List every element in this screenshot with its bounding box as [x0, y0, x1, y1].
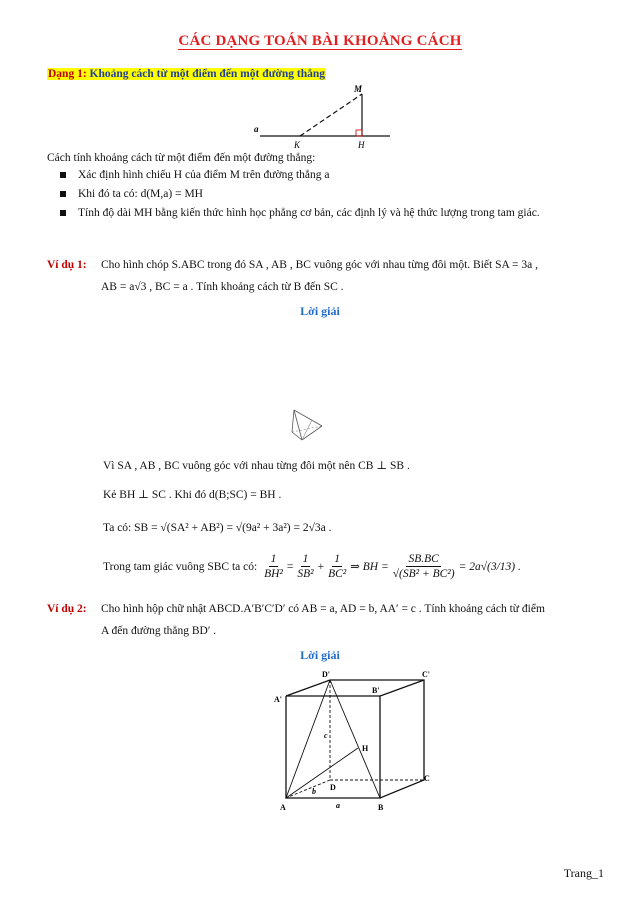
step-item: Khi đó ta có: d(M,a) = MH [58, 187, 598, 201]
section-label: Dạng 1: [48, 68, 87, 80]
svg-text:B': B' [372, 686, 380, 695]
example-1 [47, 254, 607, 298]
right-angle-mark [356, 130, 362, 136]
svg-text:D': D' [322, 670, 330, 679]
example-2-line1: Cho hình hộp chữ nhật ABCD.A′B′C′D′ có AB = a, AD = b, AA′ = c . Tính khoảng cách từ điểm [101, 603, 545, 615]
point-line-figure [250, 82, 390, 152]
svg-text:c: c [324, 731, 328, 740]
box-figure [268, 668, 448, 820]
svg-text:B: B [378, 803, 384, 812]
solution-1-line3: Ta có: SB = √(SA² + AB²) = √(9a² + 3a²) = 2√3a . [103, 522, 332, 534]
section-heading [47, 68, 326, 80]
step-item: Tính độ dài MH bằng kiến thức hình học phẳng cơ bản, các định lý và hệ thức lượng trong tam giác. [58, 206, 598, 220]
svg-text:b: b [312, 787, 316, 796]
bullet-square-icon [60, 172, 66, 178]
solution-title-2: Lời giải [300, 648, 340, 662]
step-item: Xác định hình chiếu H của điểm M trên đường thẳng a [58, 168, 598, 182]
example-2 [47, 598, 607, 642]
segment-mk [300, 94, 362, 136]
svg-text:D: D [330, 783, 336, 792]
solution-1-line1: Vì SA , AB , BC vuông góc với nhau từng đôi một nên CB ⊥ SB . [103, 460, 410, 472]
example-1-line2: AB = a√3 , BC = a . Tính khoảng cách từ B đến SC . [101, 281, 344, 293]
method-steps [58, 168, 598, 225]
page-footer: Trang_1 [563, 866, 604, 880]
solution-1-line2: Kẻ BH ⊥ SC . Khi đó d(B;SC) = BH . [103, 489, 282, 501]
page-title: CÁC DẠNG TOÁN BÀI KHOẢNG CÁCH [178, 33, 462, 49]
svg-text:C: C [424, 774, 430, 783]
solution-title-1: Lời giải [300, 304, 340, 318]
label-k: K [294, 140, 301, 150]
bullet-square-icon [60, 210, 66, 216]
svg-text:C': C' [422, 670, 430, 679]
label-h: H [358, 140, 365, 150]
example-2-line2: A đến đường thẳng BD′ . [101, 625, 217, 637]
svg-text:a: a [336, 801, 340, 810]
section-text: Khoảng cách từ một điểm đến một đường thẳng [89, 68, 326, 80]
label-m: M [354, 84, 363, 94]
svg-text:A': A' [274, 695, 282, 704]
example-1-line1: Cho hình chóp S.ABC trong đó SA , AB , BC vuông góc với nhau từng đôi một. Biết SA = 3a , [101, 259, 538, 271]
example-2-label: Ví dụ 2: [47, 603, 87, 615]
method-intro: Cách tính khoảng cách từ một điểm đến một đường thẳng: [47, 152, 316, 164]
solution-1-line4: Trong tam giác vuông SBC ta có: $\frac{1}{\text{BH²}}$ = $\frac{1}{\text{SB²}}$ + $\frac{1}{\text{BC²}}$ ⇒ BH = $\frac{SB.BC}{\text{√(SB² + BC²)}}$ = 2a√(3/13) . [103, 553, 521, 580]
svg-text:H: H [362, 744, 369, 753]
example-1-label: Ví dụ 1: [47, 259, 87, 271]
bullet-square-icon [60, 191, 66, 197]
pyramid-figure [284, 406, 328, 446]
svg-text:A: A [280, 803, 286, 812]
label-a: a [254, 124, 259, 134]
